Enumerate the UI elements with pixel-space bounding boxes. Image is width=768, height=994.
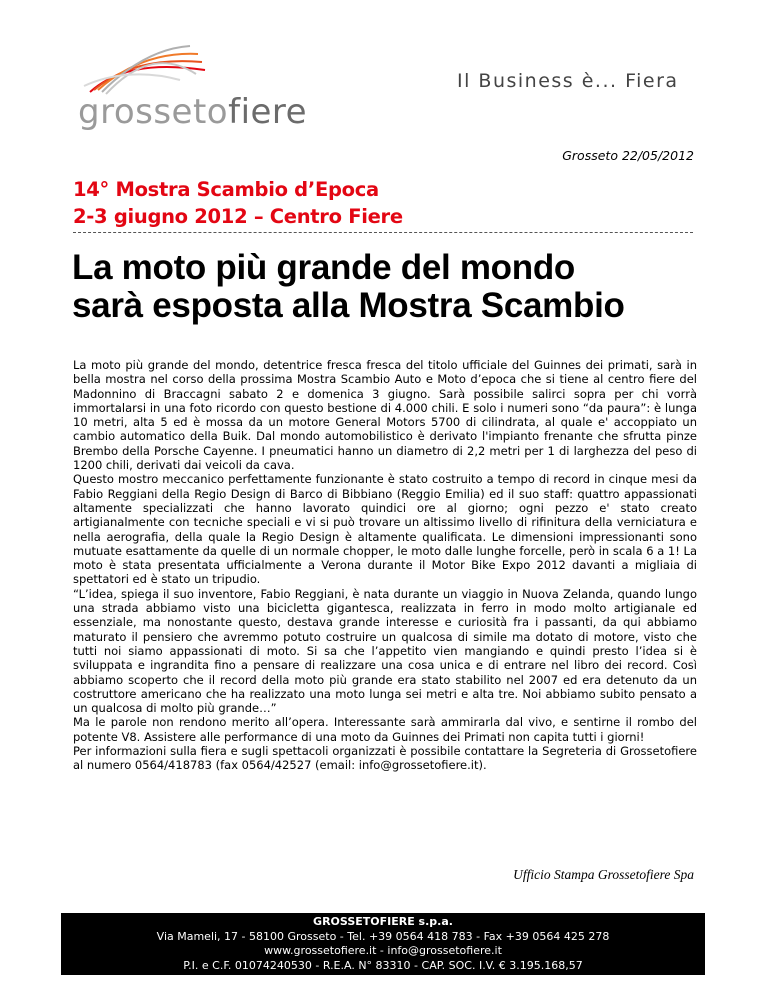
- headline-line-1: La moto più grande del mondo: [72, 248, 575, 287]
- footer-address: Via Mameli, 17 - 58100 Grosseto - Tel. +39 0564 418 783 - Fax +39 0564 425 278: [156, 929, 610, 943]
- paragraph-4: Ma le parole non rendono merito all’opera. Interessante sarà ammirarla dal vivo, e sentirne il rombo del potente V8. Assistere alle performance di una moto da Guinnes dei Primati non capita tutti i giorni!: [73, 715, 697, 744]
- footer-company: GROSSETOFIERE s.p.a.: [313, 915, 453, 928]
- subhead-line-2: 2-3 giugno 2012 – Centro Fiere: [73, 205, 403, 228]
- signature: Ufficio Stampa Grossetofiere Spa: [513, 867, 694, 882]
- paragraph-2: Questo mostro meccanico perfettamente funzionante è stato costruito a tempo di record in cinque mesi da Fabio Reggiani della Regio Design di Barco di Bibbiano (Reggio Emilia) ed il suo staff: quattro appassionati altamente specializzati che hanno lavorato quindici ore al giorno; ogni pezzo e' stato creato artigianalmente con tecniche speciali e vi si può trovare un altissimo livello di rifinitura della verniciatura e nella aerografia, della quale la Regio Design è altamente qualificata. Le dimensioni impressionanti sono mutuate esattamente da quelle di un normale chopper, le moto dalle lunghe forcelle, però in scala 6 a 1! La moto è stata presentata ufficialmente a Verona durante il Motor Bike Expo 2012 davanti a migliaia di spettatori ed è stato un tripudio.: [73, 472, 697, 587]
- logo-swirl-icon: [70, 40, 210, 100]
- logo-text-dark: fiere: [228, 92, 308, 132]
- footer-web: www.grossetofiere.it - info@grossetofiere.it: [264, 944, 502, 957]
- paragraph-5: Per informazioni sulla fiera e sugli spettacoli organizzati è possibile contattare la Segreteria di Grossetofiere al numero 0564/418783 (fax 0564/42527 (email: info@grossetofiere.it).: [73, 744, 697, 773]
- article-body: [73, 358, 697, 773]
- headline-line-2: sarà esposta alla Mostra Scambio: [72, 286, 625, 325]
- logo-text-light: grosseto: [78, 92, 229, 132]
- paragraph-1: La moto più grande del mondo, detentrice fresca fresca del titolo ufficiale del Guinnes dei primati, sarà in bella mostra nel corso della prossima Mostra Scambio Auto e Moto d’epoca che si tiene al centro fiere del Madonnino di Braccagni sabato 2 e domenica 3 giugno. Sarà possibile salirci sopra per chi vorrà immortalarsi in una foto ricordo con questo bestione di 4.000 chili. E solo i numeri sono “da paura”: è lunga 10 metri, alta 5 ed è mossa da un motore General Motors 5700 di cilindrata, al quale e' accoppiato un cambio automatico della Buik. Dal mondo automobilistico è derivato l'impianto frenante che sfrutta pinze Brembo della Porsche Cayenne. I pneumatici hanno un diametro di 2,2 metri per 1 di larghezza del peso di 1200 chili, derivati dai veicoli da cava.: [73, 358, 697, 473]
- logo-wordmark: [78, 92, 307, 132]
- footer: [61, 913, 705, 975]
- headline: [72, 249, 712, 325]
- dashed-divider: [73, 232, 693, 243]
- subhead-line-1: 14° Mostra Scambio d’Epoca: [73, 178, 379, 201]
- event-subhead: [73, 176, 403, 230]
- footer-legal: P.I. e C.F. 01074240530 - R.E.A. N° 83310 - CAP. SOC. I.V. € 3.195.168,57: [183, 958, 583, 972]
- paragraph-3: “L’idea, spiega il suo inventore, Fabio Reggiani, è nata durante un viaggio in Nuova Zelanda, quando lungo una strada abbiamo visto una bicicletta gigantesca, realizzata in ferro in modo molto artigianale ed essenziale, ma nonostante questo, destava grande interesse e curiosità fra i passanti, da qui abbiamo maturato il pensiero che avremmo potuto costruire un qualcosa di simile ma dotato di motore, visto che tutti noi siamo appassionati di moto. Si sa che l’appetito vien mangiando e quindi presto l’idea si è sviluppata e ingrandita fino a pensare di realizzare una cosa unica e di entrare nel libro dei record. Così abbiamo scoperto che il record della moto più grande era stato stabilito nel 2007 ed era detenuto da un costruttore americano che ha realizzato una moto lunga sei metri e alta tre. Noi abbiamo subito pensato a un qualcosa di molto più grande…”: [73, 586, 697, 716]
- slogan: Il Business è... Fiera: [457, 70, 679, 92]
- grossetofiere-logo: [70, 40, 330, 130]
- date-line: Grosseto 22/05/2012: [562, 148, 694, 163]
